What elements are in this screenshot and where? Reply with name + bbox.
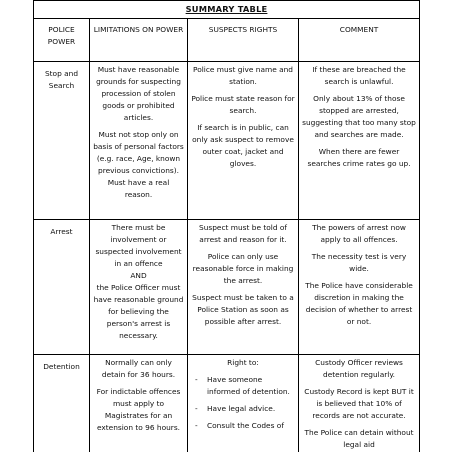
title-cell xyxy=(34,1,420,19)
limitation-conjunction: AND xyxy=(130,270,147,280)
table-title: SUMMARY TABLE xyxy=(185,3,268,14)
right-list-item: - Have legal advice. xyxy=(191,403,295,415)
rights-cell xyxy=(188,355,299,452)
comment-text: The necessity test is very wide. xyxy=(311,251,407,273)
power-cell: Detention xyxy=(34,355,90,452)
limitations-cell xyxy=(90,62,188,220)
comment-text: If these are breached the search is unlawful. xyxy=(312,65,406,86)
table-row xyxy=(34,355,420,452)
right-text: Police must give name and station. xyxy=(193,65,293,86)
limitation-text: For indictable offences must apply to Magistrates for an extension to 96 hours. xyxy=(96,386,181,432)
comment-cell xyxy=(299,220,420,355)
header-limitations: LIMITATIONS ON POWER xyxy=(90,19,188,62)
table-row xyxy=(34,220,420,355)
right-text: Suspect must be told of arrest and reason for it. xyxy=(199,223,287,244)
limitation-text: Must not stop only on basis of personal factors (e.g. race, Age, known previous convictions). Must have a real reason. xyxy=(93,129,184,199)
limitations-cell xyxy=(90,355,188,452)
comment-text: Custody Record is kept BUT it is believed that 10% of records are not accurate. xyxy=(304,386,414,420)
header-comment: COMMENT xyxy=(299,19,420,62)
right-list-item: - Consult the Codes of xyxy=(191,420,295,432)
rights-intro: Right to: xyxy=(227,358,259,367)
power-cell: Stop and Search xyxy=(34,62,90,220)
rights-cell xyxy=(188,220,299,355)
header-row xyxy=(34,19,420,62)
right-text: Police can only use reasonable force in making the arrest. xyxy=(192,251,294,285)
right-text: If search is in public, can only ask suspect to remove outer coat, jacket and gloves. xyxy=(192,122,294,168)
limitation-text: the Police Officer must have reasonable ground for believing the person's arrest is necessary. xyxy=(93,282,184,340)
header-police-power: POLICE POWER xyxy=(34,19,90,62)
summary-table xyxy=(33,0,420,452)
limitations-cell xyxy=(90,220,188,355)
limitation-text: Normally can only detain for 36 hours. xyxy=(101,358,176,379)
limitation-text: Must have reasonable grounds for suspecting procession of stolen goods or prohibited articles. xyxy=(96,65,181,122)
comment-text: Custody Officer reviews detention regularly. xyxy=(315,358,403,379)
rights-cell xyxy=(188,62,299,220)
limitation-text: There must be involvement or suspected involvement in an offence xyxy=(95,223,182,268)
right-list-item: - Have someone informed of detention. xyxy=(191,374,295,398)
comment-cell xyxy=(299,62,420,220)
comment-text: The Police can detain without legal aid xyxy=(304,427,414,449)
table-row xyxy=(34,62,420,220)
power-cell: Arrest xyxy=(34,220,90,355)
right-text: Police must state reason for search. xyxy=(191,93,295,115)
comment-text: Only about 13% of those stopped are arrested, suggesting that too many stop and searches are made. xyxy=(302,93,416,139)
header-suspects-rights: SUSPECTS RIGHTS xyxy=(188,19,299,62)
comment-cell xyxy=(299,355,420,452)
comment-text: When there are fewer searches crime rates go up. xyxy=(307,146,411,168)
title-row xyxy=(34,1,420,19)
comment-text: The Police have considerable discretion in making the decision of whether to arrest or not. xyxy=(305,280,413,326)
rights-list xyxy=(191,374,295,432)
comment-text: The powers of arrest now apply to all offences. xyxy=(312,223,406,244)
right-text: Suspect must be taken to a Police Station as soon as possible after arrest. xyxy=(192,292,294,326)
